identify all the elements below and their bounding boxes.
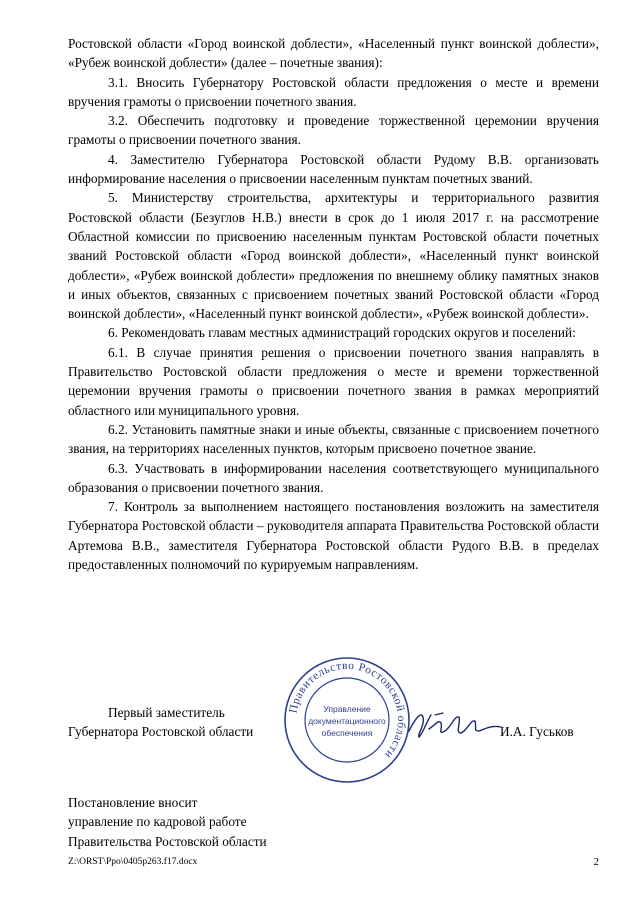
stamp-ring-text: Правительство Ростовской области [287,659,408,761]
submitter-note-line2: управление по кадровой работе [68,814,247,830]
file-path: Z:\ORST\Ppo\0405p263.f17.docx [68,857,198,867]
paragraph-3-2: 3.2. Обеспечить подготовку и проведение торжественной церемонии вручения грамоты о присвоении почетного звания. [68,113,599,148]
document-body [68,34,599,574]
submitter-note [68,793,267,851]
stamp-center-line1: Управление [323,704,371,714]
signatory-name: И.А. Гуськов [500,724,574,739]
submitter-note-line3: Правительства Ростовской области [68,833,267,849]
paragraph-4: 4. Заместителю Губернатора Ростовской области Рудому В.В. организовать информирование населения о присвоении населенным пунктам почетных званий. [68,151,599,187]
signatory-title-line1: Первый заместитель [108,705,225,720]
page-number: 2 [593,856,599,868]
paragraph-7: 7. Контроль за выполнением настоящего постановления возложить на заместителя Губернатора Ростовской области – руководителя аппарата Правительства Ростовской области Артемова В.В., заместителя Губернатора Ростовской области Рудого В.В. в пределах предоставленных полномочий по курируемым направлениям. [68,499,599,573]
handwritten-signature [405,701,505,747]
stamp-center-line3: обеспечения [321,728,373,738]
paragraph-continuation: Ростовской области «Город воинской доблести», «Населенный пункт воинской доблести», «Рубеж воинской доблести» (далее – почетные звания): [68,36,599,71]
signatory-title-line2: Губернатора Ростовской области [68,724,254,740]
paragraph-5: 5. Министерству строительства, архитектуры и территориального развития Ростовской области (Безуглов Н.В.) внести в срок до 1 июля 2017 г. на рассмотрение Областной комиссии по присвоению населенным пунктам Ростовской области почетных званий Ростовской области «Город воинской доблести», «Населенный пункт воинской доблести», «Рубеж воинской доблести» предложения по внешнему облику памятных знаков и иных объектов, связанных с присвоением почетных званий Ростовской области «Город воинской доблести», «Населенный пункт воинской доблести», «Рубеж воинской доблести». [68,190,599,322]
signatory-title [68,703,298,742]
submitter-note-line1: Постановление вносит [68,795,198,810]
paragraph-6-3: 6.3. Участвовать в информировании населения соответствующего муниципального образования о присвоении почетного звания. [68,460,599,495]
stamp-center-line2: документационного [308,716,386,726]
official-stamp [283,656,411,784]
paragraph-6: 6. Рекомендовать главам местных администраций городских округов и поселений: [108,325,576,341]
paragraph-6-1: 6.1. В случае принятия решения о присвоении почетного звания направлять в Правительство Ростовской области предложения о месте и времени торжественной церемонии вручения грамоты о присвоении почетного звания в рамках мероприятий областного или муниципального уровня. [68,344,599,418]
paragraph-6-2: 6.2. Установить памятные знаки и иные объекты, связанные с присвоением почетного звания, на территориях населенных пунктов, которым присвоено почетное звание. [68,421,599,457]
paragraph-3-1: 3.1. Вносить Губернатору Ростовской области предложения о месте и времени вручения грамоты о присвоении почетного звания. [68,74,599,109]
